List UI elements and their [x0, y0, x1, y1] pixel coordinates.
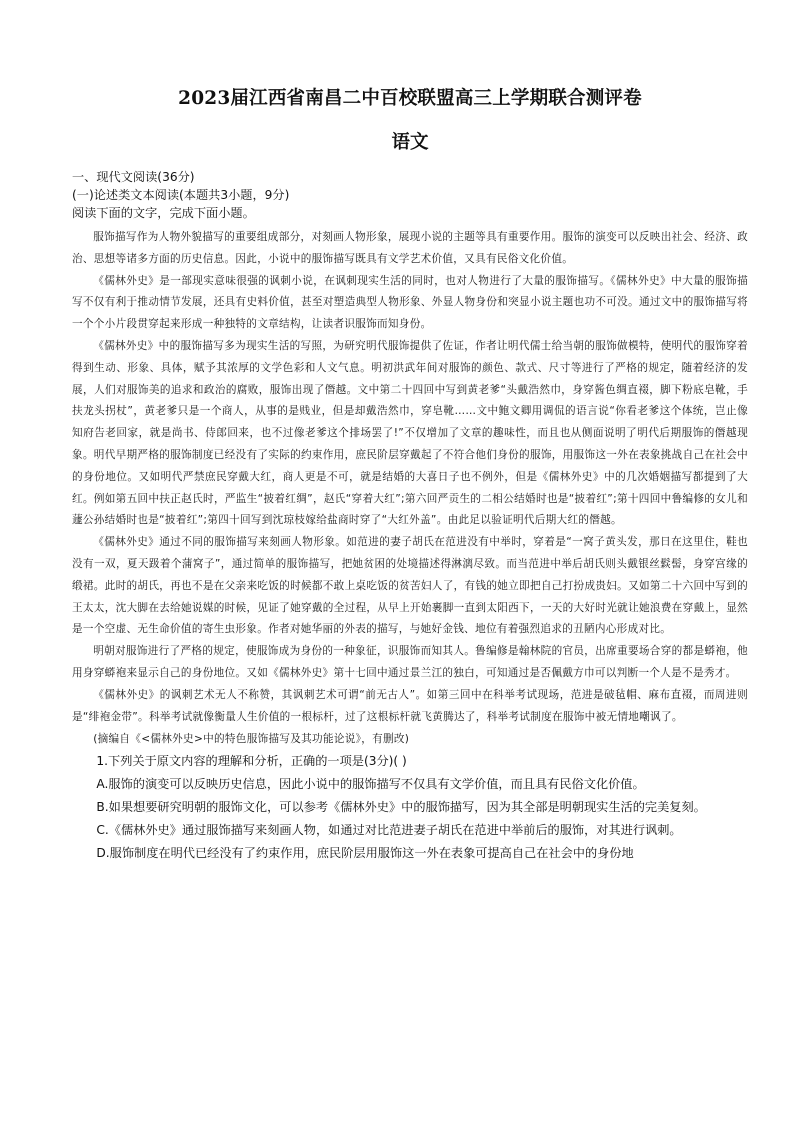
- question-1: [72, 750, 748, 865]
- passage-paragraph: 明朝对服饰进行了严格的规定，使服饰成为身份的一种象征，识服饰而知其人。鲁编修是翰林院的官员，出席重要场合穿的都是蟒袍，他用身穿蟒袍来显示自己的身份地位。又如《儒林外史》第十七回中通过景兰江的独白，可知通过是否佩戴方巾可以判断一个人是不是秀才。: [72, 645, 748, 679]
- passage-paragraph: 《儒林外史》通过不同的服饰描写来刻画人物形象。如范进的妻子胡氏在范进没有中举时，穿着是“一窝子黄头发，那日在这里住，鞋也没有一双，夏天趿着个蒲窝子”，通过简单的服饰描写，把她贫困的处境描述得淋漓尽致。而当范进中举后胡氏则头戴银丝鬏髻，身穿宫缘的缎裙。此时的胡氏，再也不是在父亲来吃饭的时候都不敢上桌吃饭的贫苦妇人了，有钱的她立即把自己打扮成贵妇。又如第二十六回中写到的王太太，沈大脚在去给她说媒的时候，见证了她穿戴的全过程，从早上开始裹脚一直到太阳西下，一天的大好时光就让她浪费在穿戴上，显然是一个空虚、无生命价值的寄生虫形象。作者对她华丽的外表的描写，与她好金钱、地位有着强烈追求的丑陋内心形成对比。: [72, 536, 748, 636]
- option-a: A.服饰的演变可以反映历史信息，因此小说中的服饰描写不仅具有文学价值，而且具有民俗文化价值。: [96, 777, 645, 792]
- question-stem: 1.下列关于原文内容的理解和分析，正确的一项是(3分)( ): [96, 754, 407, 769]
- passage-paragraph: 《儒林外史》是一部现实意味很强的讽刺小说，在讽刺现实生活的同时，也对人物进行了大量的服饰描写。《儒林外史》中大量的服饰描写不仅有利于推动情节发展，还具有史料价值，甚至对塑造典型人物形象、外显人物身份和突显小说主题也功不可没。通过文中的服饰描写将一个个小片段贯穿起来形成一种独特的文章结构，让读者识服饰而知身份。: [72, 274, 748, 331]
- section-heading: 一、现代文阅读(36分): [72, 170, 195, 184]
- option-d: D.服饰制度在明代已经没有了约束作用，庶民阶层用服饰这一外在表象可提高自己在社会中的身份地: [96, 846, 634, 861]
- passage-source: (摘编自《<儒林外史>中的特色服饰描写及其功能论说》，有删改): [93, 733, 410, 746]
- option-c: C.《儒林外史》通过服饰描写来刻画人物，如通过对比范进妻子胡氏在范进中举前后的服饰，对其进行讽刺。: [96, 823, 682, 838]
- sub-section-heading: (一)论述类文本阅读(本题共3小题，9分): [72, 188, 290, 202]
- exam-title: 2023届江西省南昌二中百校联盟高三上学期联合测评卷: [178, 88, 642, 109]
- option-b: B.如果想要研究明朝的服饰文化，可以参考《儒林外史》中的服饰描写，因为其全部是明朝现实生活的完美复刻。: [96, 800, 706, 815]
- subject-title: 语文: [391, 132, 429, 153]
- reading-instruction: 阅读下面的文字，完成下面小题。: [72, 206, 255, 220]
- passage-paragraph: 服饰描写作为人物外貌描写的重要组成部分，对刻画人物形象，展现小说的主题等具有重要作用。服饰的演变可以反映出社会、经济、政治、思想等诸多方面的历史信息。因此，小说中的服饰描写既具有文学艺术价值，又具有民俗文化价值。: [72, 231, 748, 265]
- passage-paragraph: 《儒林外史》的讽刺艺术无人不称赞，其讽刺艺术可谓“前无古人”。如第三回中在科举考试现场，范进是破毡帽、麻布直裰，而周进则是“绯袍金带”。科举考试就像衡量人生价值的一根标杆，过了这根标杆就飞黄腾达了，科举考试制度在服饰中被无情地嘲讽了。: [72, 688, 748, 723]
- reading-passage: [72, 227, 748, 750]
- passage-paragraph: 《儒林外史》中的服饰描写多为现实生活的写照，为研究明代服饰提供了佐证，作者让明代儒士给当朝的服饰做模特，使明代的服饰穿着得到生动、形象、具体，赋予其浓厚的文学色彩和人文气息。明初洪武年间对服饰的颜色、款式、尺寸等进行了严格的规定，随着经济的发展，人们对服饰美的追求和政治的腐败，服饰出现了僭越。文中第二十四回中写到黄老爹“头戴浩然巾，身穿酱色绸直裰，脚下粉底皂靴，手扶龙头拐杖”，黄老爹只是一个商人，从事的是贱业，但是却戴浩然巾，穿皂靴……文中鲍文卿用调侃的语言说“你看老爹这个体统，岂止像知府告老回家，就是尚书、侍郎回来，也不过像老爹这个排场罢了!”不仅增加了文章的趣味性，而且也从侧面说明了明代后期服饰的僭越现象。明代早期严格的服饰制度已经没有了实际的约束作用，庶民阶层穿戴起了不符合他们身份的服饰，用服饰这一外在表象挑战自己在社会中的身份地位。又如明代严禁庶民穿戴大红，商人更是不可，就是结婚的大喜日子也不例外，但是《儒林外史》中的几次婚姻描写都提到了大红。例如第五回中扶正赵氏时，严监生“披着红绸”，赵氏“穿着大红”;第六回严贡生的二相公结婚时也是“披着红”;第十四回中鲁编修的女儿和蘧公孙结婚时也是“披着红”;第四十回写到沈琼枝嫁给盐商时穿了“大红外盖”。由此足以验证明代后期大红的僭越。: [72, 339, 748, 527]
